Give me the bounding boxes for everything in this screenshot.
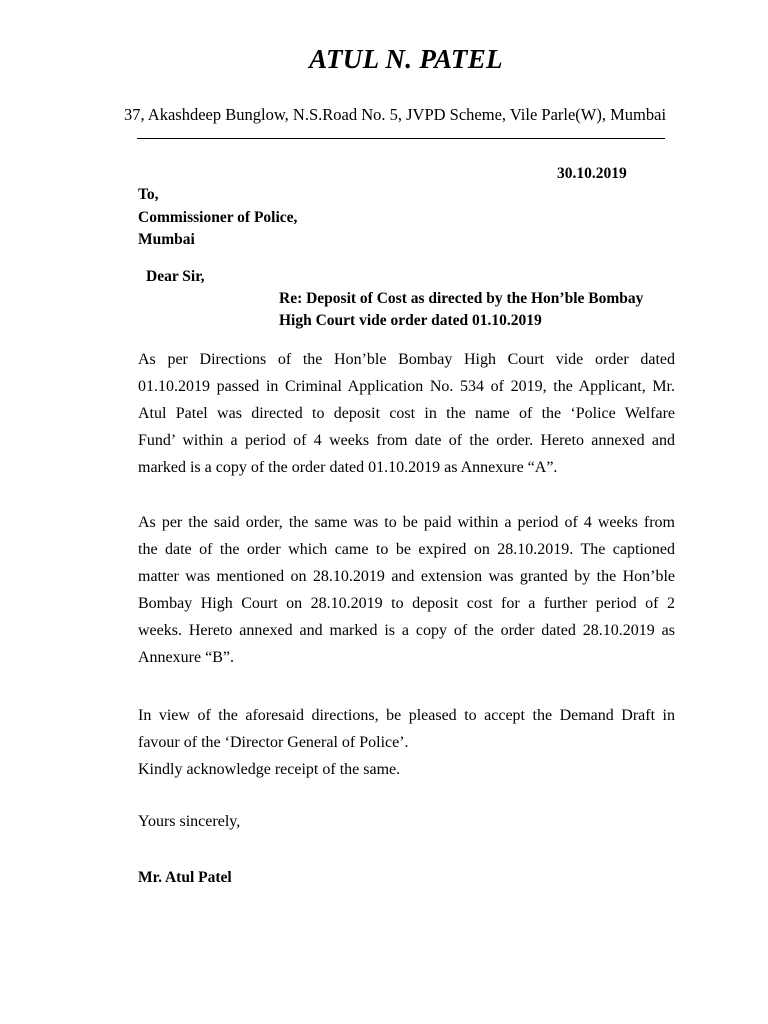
recipient-line: Commissioner of Police, xyxy=(138,208,298,226)
body-paragraph xyxy=(138,509,675,671)
recipient-line: Mumbai xyxy=(138,231,195,248)
paragraph-line: In view of the aforesaid directions, be pleased to accept the Demand Draft in xyxy=(138,707,675,724)
paragraph-line: marked is a copy of the order dated 01.10.2019 as Annexure “A”. xyxy=(138,459,558,476)
paragraph-line: As per the said order, the same was to be paid within a period of 4 weeks from xyxy=(138,514,675,531)
recipient-block xyxy=(138,184,297,252)
letterhead-name: ATUL N. PATEL xyxy=(309,44,503,74)
body-paragraph xyxy=(138,346,675,481)
paragraph-line: matter was mentioned on 28.10.2019 and extension was granted by the Hon’ble xyxy=(138,568,675,585)
paragraph-line: Bombay High Court on 28.10.2019 to deposit cost for a further period of 2 xyxy=(138,595,675,612)
letter-date: 30.10.2019 xyxy=(557,165,627,182)
paragraph-line: weeks. Hereto annexed and marked is a copy of the order dated 28.10.2019 as xyxy=(138,622,675,639)
paragraph-line: Fund’ within a period of 4 weeks from date of the order. Hereto annexed and xyxy=(138,432,675,449)
paragraph-line: Atul Patel was directed to deposit cost in the name of the ‘Police Welfare xyxy=(138,405,675,422)
paragraph-line: Annexure “B”. xyxy=(138,649,234,666)
paragraph-line: As per Directions of the Hon’ble Bombay High Court vide order dated xyxy=(138,351,675,368)
letterhead-address: 37, Akashdeep Bunglow, N.S.Road No. 5, JVPD Scheme, Vile Parle(W), Mumbai xyxy=(123,105,667,124)
paragraph-line: Kindly acknowledge receipt of the same. xyxy=(138,761,401,778)
salutation: Dear Sir, xyxy=(146,268,205,285)
letterhead-divider xyxy=(137,138,665,139)
subject-line xyxy=(279,288,699,332)
subject-text: High Court vide order dated 01.10.2019 xyxy=(279,312,542,329)
paragraph-line: 01.10.2019 passed in Criminal Application No. 534 of 2019, the Applicant, Mr. xyxy=(138,378,675,395)
paragraph-line: favour of the ‘Director General of Police’. xyxy=(138,734,409,751)
signature-name: Mr. Atul Patel xyxy=(138,869,232,886)
subject-text: Re: Deposit of Cost as directed by the Hon’ble Bombay xyxy=(279,290,644,307)
body-paragraph xyxy=(138,702,675,783)
recipient-line: To, xyxy=(138,186,159,203)
closing: Yours sincerely, xyxy=(138,813,241,830)
paragraph-line: the date of the order which came to be expired on 28.10.2019. The captioned xyxy=(138,541,675,558)
